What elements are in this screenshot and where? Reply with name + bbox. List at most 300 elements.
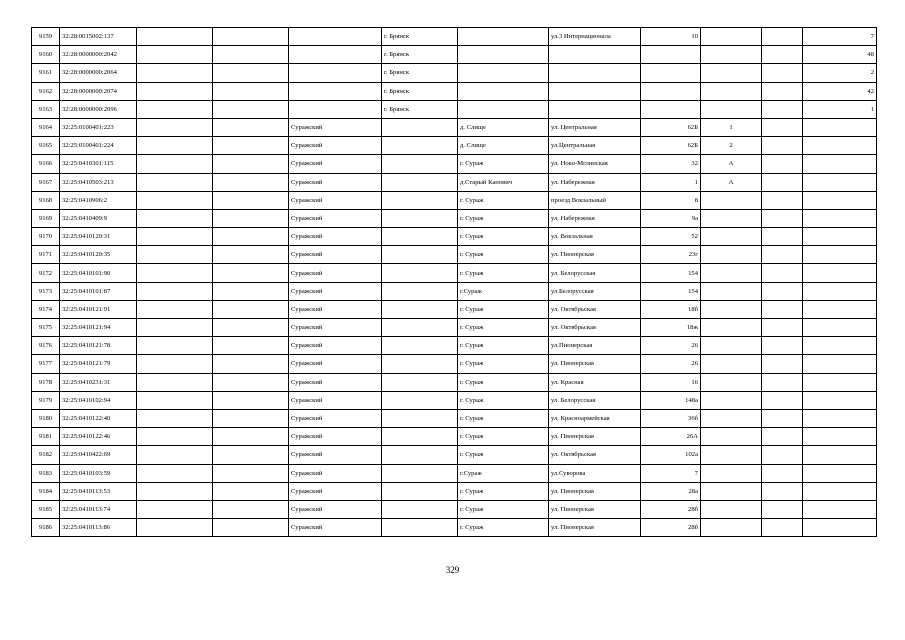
table-row — [32, 300, 877, 318]
empty-cell — [137, 319, 213, 337]
building-cell — [701, 500, 762, 518]
empty-cell — [213, 409, 289, 427]
house-number-cell: 52 — [641, 228, 701, 246]
empty-cell — [213, 82, 289, 100]
district-cell: Суражский — [289, 464, 382, 482]
street-cell: ул. Вокзальная — [549, 228, 641, 246]
empty-cell — [213, 337, 289, 355]
empty-cell — [213, 100, 289, 118]
apartment-cell: 7 — [803, 28, 877, 46]
house-number-cell: 62Б — [641, 137, 701, 155]
empty-cell — [213, 155, 289, 173]
house-number-cell: 154 — [641, 264, 701, 282]
empty-cell — [762, 300, 803, 318]
empty-cell — [137, 337, 213, 355]
district-cell: Суражский — [289, 118, 382, 136]
apartment-cell — [803, 319, 877, 337]
row-number-cell: 9179 — [32, 391, 60, 409]
building-cell: 2 — [701, 137, 762, 155]
cadastral-number-cell: 32:25:0410101:87 — [60, 282, 137, 300]
apartment-cell — [803, 282, 877, 300]
table-row — [32, 282, 877, 300]
cadastral-number-cell: 32:25:0410906:2 — [60, 191, 137, 209]
district-cell: Суражский — [289, 319, 382, 337]
district-cell: Суражский — [289, 519, 382, 537]
row-number-cell: 9169 — [32, 209, 60, 227]
city-cell — [382, 228, 458, 246]
row-number-cell: 9183 — [32, 464, 60, 482]
house-number-cell: 1 — [641, 173, 701, 191]
locality-cell: д. Слище — [458, 137, 549, 155]
table-row — [32, 137, 877, 155]
house-number-cell: 28а — [641, 482, 701, 500]
apartment-cell — [803, 500, 877, 518]
empty-cell — [137, 355, 213, 373]
empty-cell — [213, 482, 289, 500]
city-cell — [382, 391, 458, 409]
city-cell — [382, 428, 458, 446]
locality-cell: г. Сураж — [458, 355, 549, 373]
house-number-cell — [641, 82, 701, 100]
city-cell — [382, 155, 458, 173]
row-number-cell: 9162 — [32, 82, 60, 100]
empty-cell — [213, 428, 289, 446]
table-row — [32, 246, 877, 264]
district-cell: Суражский — [289, 137, 382, 155]
table-row — [32, 100, 877, 118]
registry-table-body — [32, 28, 877, 537]
house-number-cell: 10 — [641, 28, 701, 46]
city-cell — [382, 137, 458, 155]
empty-cell — [137, 100, 213, 118]
house-number-cell: 9а — [641, 209, 701, 227]
locality-cell: г.Сураж — [458, 282, 549, 300]
locality-cell: г. Сураж — [458, 500, 549, 518]
building-cell — [701, 373, 762, 391]
empty-cell — [137, 46, 213, 64]
cadastral-number-cell: 32:25:0410409:9 — [60, 209, 137, 227]
district-cell: Суражский — [289, 373, 382, 391]
building-cell — [701, 355, 762, 373]
street-cell: ул.Центральная — [549, 137, 641, 155]
street-cell: ул. Пионерская — [549, 519, 641, 537]
table-row — [32, 64, 877, 82]
empty-cell — [762, 355, 803, 373]
street-cell: ул. Центральная — [549, 118, 641, 136]
locality-cell: г. Сураж — [458, 482, 549, 500]
empty-cell — [762, 446, 803, 464]
empty-cell — [762, 28, 803, 46]
district-cell: Суражский — [289, 282, 382, 300]
house-number-cell: 28б — [641, 519, 701, 537]
street-cell: ул. Пионерская — [549, 355, 641, 373]
building-cell — [701, 446, 762, 464]
empty-cell — [213, 319, 289, 337]
apartment-cell — [803, 428, 877, 446]
empty-cell — [137, 191, 213, 209]
empty-cell — [762, 519, 803, 537]
locality-cell — [458, 46, 549, 64]
cadastral-number-cell: 32:25:0100401:223 — [60, 118, 137, 136]
empty-cell — [137, 282, 213, 300]
empty-cell — [762, 228, 803, 246]
row-number-cell: 9186 — [32, 519, 60, 537]
district-cell — [289, 100, 382, 118]
locality-cell: д.Старый Капович — [458, 173, 549, 191]
building-cell — [701, 209, 762, 227]
cadastral-number-cell: 32:28:0015002:137 — [60, 28, 137, 46]
apartment-cell — [803, 191, 877, 209]
house-number-cell: 154 — [641, 282, 701, 300]
table-row — [32, 373, 877, 391]
table-row — [32, 228, 877, 246]
building-cell — [701, 28, 762, 46]
apartment-cell — [803, 373, 877, 391]
house-number-cell: 7 — [641, 464, 701, 482]
empty-cell — [137, 264, 213, 282]
apartment-cell — [803, 519, 877, 537]
cadastral-number-cell: 32:25:0410503:213 — [60, 173, 137, 191]
table-row — [32, 82, 877, 100]
table-row — [32, 337, 877, 355]
street-cell: ул.Пионерская — [549, 337, 641, 355]
empty-cell — [137, 118, 213, 136]
empty-cell — [213, 173, 289, 191]
cadastral-number-cell: 32:25:0410101:90 — [60, 264, 137, 282]
table-row — [32, 155, 877, 173]
street-cell: ул. Красная — [549, 373, 641, 391]
building-cell — [701, 46, 762, 64]
street-cell: ул. Пионерская — [549, 246, 641, 264]
empty-cell — [137, 500, 213, 518]
apartment-cell — [803, 264, 877, 282]
street-cell: ул.Белорусская — [549, 282, 641, 300]
locality-cell: д. Слище — [458, 118, 549, 136]
apartment-cell — [803, 446, 877, 464]
row-number-cell: 9170 — [32, 228, 60, 246]
table-row — [32, 264, 877, 282]
street-cell: ул. Пионерская — [549, 500, 641, 518]
apartment-cell — [803, 482, 877, 500]
city-cell — [382, 355, 458, 373]
row-number-cell: 9164 — [32, 118, 60, 136]
house-number-cell: 36б — [641, 409, 701, 427]
cadastral-number-cell: 32:25:0410122:40 — [60, 409, 137, 427]
row-number-cell: 9159 — [32, 28, 60, 46]
apartment-cell — [803, 228, 877, 246]
city-cell — [382, 118, 458, 136]
row-number-cell: 9163 — [32, 100, 60, 118]
district-cell: Суражский — [289, 228, 382, 246]
city-cell — [382, 209, 458, 227]
district-cell: Суражский — [289, 355, 382, 373]
empty-cell — [762, 282, 803, 300]
district-cell: Суражский — [289, 391, 382, 409]
apartment-cell — [803, 391, 877, 409]
district-cell: Суражский — [289, 409, 382, 427]
locality-cell: г. Сураж — [458, 337, 549, 355]
apartment-cell — [803, 118, 877, 136]
table-row — [32, 391, 877, 409]
building-cell — [701, 464, 762, 482]
locality-cell: г. Сураж — [458, 209, 549, 227]
locality-cell: г.Сураж — [458, 464, 549, 482]
row-number-cell: 9160 — [32, 46, 60, 64]
building-cell — [701, 519, 762, 537]
empty-cell — [137, 64, 213, 82]
apartment-cell: 2 — [803, 64, 877, 82]
apartment-cell — [803, 137, 877, 155]
empty-cell — [213, 118, 289, 136]
district-cell: Суражский — [289, 173, 382, 191]
empty-cell — [762, 482, 803, 500]
district-cell: Суражский — [289, 337, 382, 355]
city-cell — [382, 300, 458, 318]
city-cell — [382, 173, 458, 191]
cadastral-number-cell: 32:25:0410113:74 — [60, 500, 137, 518]
cadastral-number-cell: 32:28:0000000:2074 — [60, 82, 137, 100]
street-cell — [549, 82, 641, 100]
street-cell: ул. Красноармейская — [549, 409, 641, 427]
building-cell — [701, 282, 762, 300]
empty-cell — [213, 282, 289, 300]
cadastral-number-cell: 32:25:0410102:94 — [60, 391, 137, 409]
cadastral-number-cell: 32:25:0410301:115 — [60, 155, 137, 173]
house-number-cell: 8 — [641, 191, 701, 209]
locality-cell — [458, 82, 549, 100]
empty-cell — [137, 428, 213, 446]
locality-cell — [458, 64, 549, 82]
apartment-cell — [803, 464, 877, 482]
building-cell — [701, 337, 762, 355]
cadastral-number-cell: 32:25:0410231:31 — [60, 373, 137, 391]
street-cell — [549, 46, 641, 64]
locality-cell — [458, 28, 549, 46]
cadastral-number-cell: 32:25:0100401:224 — [60, 137, 137, 155]
cadastral-number-cell: 32:25:0410122:46 — [60, 428, 137, 446]
empty-cell — [762, 209, 803, 227]
apartment-cell — [803, 300, 877, 318]
apartment-cell: 48 — [803, 46, 877, 64]
building-cell — [701, 264, 762, 282]
house-number-cell: 18б — [641, 300, 701, 318]
house-number-cell: 32 — [641, 155, 701, 173]
district-cell: Суражский — [289, 191, 382, 209]
street-cell: ул. Пионерская — [549, 428, 641, 446]
empty-cell — [213, 300, 289, 318]
empty-cell — [762, 391, 803, 409]
empty-cell — [762, 264, 803, 282]
city-cell — [382, 191, 458, 209]
city-cell — [382, 519, 458, 537]
building-cell — [701, 64, 762, 82]
empty-cell — [137, 519, 213, 537]
cadastral-number-cell: 32:28:0000000:2096 — [60, 100, 137, 118]
empty-cell — [137, 373, 213, 391]
empty-cell — [213, 373, 289, 391]
empty-cell — [213, 355, 289, 373]
empty-cell — [137, 246, 213, 264]
apartment-cell — [803, 155, 877, 173]
house-number-cell: 16 — [641, 373, 701, 391]
locality-cell — [458, 100, 549, 118]
building-cell — [701, 391, 762, 409]
empty-cell — [762, 337, 803, 355]
apartment-cell — [803, 337, 877, 355]
street-cell: ул. Пионерская — [549, 482, 641, 500]
locality-cell: г. Сураж — [458, 300, 549, 318]
row-number-cell: 9174 — [32, 300, 60, 318]
row-number-cell: 9168 — [32, 191, 60, 209]
street-cell: проезд Вокзальный — [549, 191, 641, 209]
empty-cell — [762, 409, 803, 427]
city-cell — [382, 446, 458, 464]
house-number-cell: 102а — [641, 446, 701, 464]
apartment-cell — [803, 173, 877, 191]
empty-cell — [762, 100, 803, 118]
street-cell: ул. Белорусская — [549, 264, 641, 282]
empty-cell — [137, 464, 213, 482]
street-cell: ул.3 Интернационала — [549, 28, 641, 46]
city-cell — [382, 282, 458, 300]
street-cell: ул. Октябрьская — [549, 446, 641, 464]
district-cell — [289, 46, 382, 64]
city-cell — [382, 500, 458, 518]
district-cell: Суражский — [289, 500, 382, 518]
building-cell — [701, 428, 762, 446]
empty-cell — [213, 28, 289, 46]
apartment-cell: 42 — [803, 82, 877, 100]
locality-cell: г. Сураж — [458, 191, 549, 209]
city-cell: г. Брянск — [382, 64, 458, 82]
table-row — [32, 428, 877, 446]
row-number-cell: 9173 — [32, 282, 60, 300]
house-number-cell — [641, 46, 701, 64]
building-cell — [701, 246, 762, 264]
empty-cell — [762, 373, 803, 391]
city-cell — [382, 464, 458, 482]
cadastral-number-cell: 32:25:0410422:69 — [60, 446, 137, 464]
empty-cell — [762, 46, 803, 64]
row-number-cell: 9171 — [32, 246, 60, 264]
empty-cell — [762, 500, 803, 518]
empty-cell — [137, 137, 213, 155]
row-number-cell: 9181 — [32, 428, 60, 446]
empty-cell — [137, 209, 213, 227]
table-row — [32, 464, 877, 482]
district-cell: Суражский — [289, 446, 382, 464]
building-cell: А — [701, 173, 762, 191]
row-number-cell: 9184 — [32, 482, 60, 500]
house-number-cell: 26А — [641, 428, 701, 446]
empty-cell — [137, 173, 213, 191]
row-number-cell: 9176 — [32, 337, 60, 355]
empty-cell — [762, 82, 803, 100]
city-cell — [382, 373, 458, 391]
building-cell — [701, 482, 762, 500]
locality-cell: г. Сураж — [458, 446, 549, 464]
empty-cell — [137, 482, 213, 500]
locality-cell: г. Сураж — [458, 264, 549, 282]
empty-cell — [213, 137, 289, 155]
street-cell: ул. Белорусская — [549, 391, 641, 409]
registry-table — [31, 27, 877, 537]
row-number-cell: 9185 — [32, 500, 60, 518]
house-number-cell: 62Б — [641, 118, 701, 136]
empty-cell — [137, 155, 213, 173]
empty-cell — [213, 391, 289, 409]
empty-cell — [213, 64, 289, 82]
empty-cell — [762, 464, 803, 482]
empty-cell — [762, 428, 803, 446]
empty-cell — [762, 64, 803, 82]
table-row — [32, 446, 877, 464]
city-cell — [382, 319, 458, 337]
building-cell — [701, 409, 762, 427]
empty-cell — [213, 209, 289, 227]
apartment-cell — [803, 409, 877, 427]
table-row — [32, 118, 877, 136]
table-row — [32, 319, 877, 337]
district-cell: Суражский — [289, 428, 382, 446]
locality-cell: г. Сураж — [458, 409, 549, 427]
house-number-cell — [641, 64, 701, 82]
building-cell — [701, 228, 762, 246]
cadastral-number-cell: 32:25:0410120:35 — [60, 246, 137, 264]
row-number-cell: 9178 — [32, 373, 60, 391]
house-number-cell: 148а — [641, 391, 701, 409]
empty-cell — [762, 191, 803, 209]
district-cell: Суражский — [289, 300, 382, 318]
cadastral-number-cell: 32:25:0410120:31 — [60, 228, 137, 246]
empty-cell — [762, 319, 803, 337]
table-row — [32, 482, 877, 500]
cadastral-number-cell: 32:25:0410121:78 — [60, 337, 137, 355]
empty-cell — [213, 264, 289, 282]
house-number-cell: 18ж — [641, 319, 701, 337]
locality-cell: г. Сураж — [458, 391, 549, 409]
city-cell: г. Брянск — [382, 100, 458, 118]
building-cell — [701, 319, 762, 337]
table-row — [32, 409, 877, 427]
empty-cell — [762, 137, 803, 155]
district-cell — [289, 82, 382, 100]
table-row — [32, 355, 877, 373]
empty-cell — [213, 500, 289, 518]
city-cell: г. Брянск — [382, 82, 458, 100]
apartment-cell — [803, 355, 877, 373]
cadastral-number-cell: 32:28:0000000:2042 — [60, 46, 137, 64]
street-cell: ул. Набережная — [549, 173, 641, 191]
street-cell: ул. Октябрьская — [549, 319, 641, 337]
table-row — [32, 173, 877, 191]
row-number-cell: 9161 — [32, 64, 60, 82]
street-cell: ул.Суворова — [549, 464, 641, 482]
table-row — [32, 519, 877, 537]
apartment-cell — [803, 209, 877, 227]
row-number-cell: 9165 — [32, 137, 60, 155]
house-number-cell: 28б — [641, 500, 701, 518]
city-cell — [382, 264, 458, 282]
locality-cell: г. Сураж — [458, 319, 549, 337]
empty-cell — [213, 46, 289, 64]
house-number-cell: 26 — [641, 337, 701, 355]
row-number-cell: 9167 — [32, 173, 60, 191]
row-number-cell: 9172 — [32, 264, 60, 282]
house-number-cell — [641, 100, 701, 118]
locality-cell: г. Сураж — [458, 155, 549, 173]
city-cell — [382, 409, 458, 427]
